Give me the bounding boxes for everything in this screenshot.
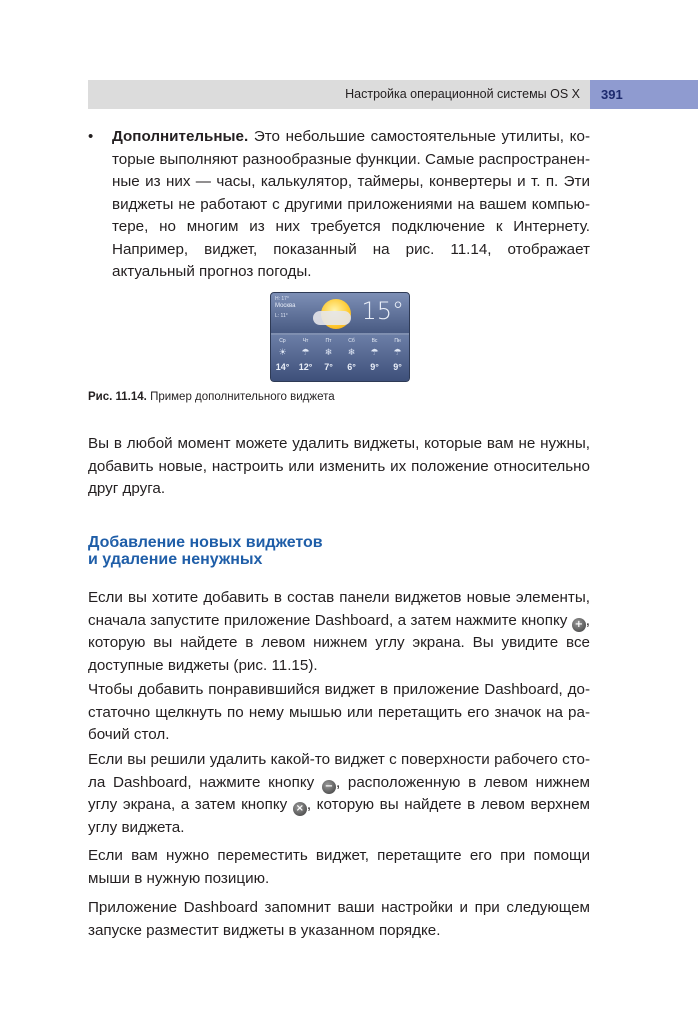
forecast-day-name: Чт [302, 338, 309, 344]
figure-caption [88, 390, 335, 404]
bullet-marker: • [88, 128, 94, 145]
weather-current-temp: 15° [361, 297, 404, 325]
weather-widget-figure [270, 292, 410, 382]
paragraph-2-part-b: , которую вы найдете в левом нижнем углу экрана. Вы увидите все доступные виджеты (рис. 11.15). [88, 611, 590, 674]
forecast-day-name: Вс [371, 338, 378, 344]
forecast-day-name: Сб [348, 338, 355, 344]
header-title: Настройка операционной системы OS X [345, 87, 580, 101]
weather-forecast-row [271, 335, 409, 381]
weather-sun-icon: ☀ [278, 347, 287, 357]
forecast-day [387, 335, 409, 381]
paragraph-4 [88, 749, 590, 839]
weather-city: Москва [275, 303, 296, 309]
paragraph-2-part-a: Если вы хотите добавить в состав панели виджетов новые элементы, сначала запустите приложение Dashboard, а затем нажмите кнопку [88, 589, 590, 629]
cloud-icon [313, 311, 351, 325]
weather-high: Н: 17° [275, 296, 289, 302]
paragraph-5: Если вам нужно переместить виджет, перетащите его при помощи мыши в нужную позицию. [88, 847, 590, 887]
bullet-term: Дополнительные. [112, 128, 249, 145]
section-heading-line-2: и удаление ненужных [88, 550, 263, 568]
paragraph-6: Приложение Dashboard запомнит ваши настройки и при следующем запуске разместит виджеты в указанном порядке. [88, 899, 590, 939]
paragraph-3: Чтобы добавить понравившийся виджет в приложение Dashboard, достаточно щелкнуть по нему мышью или перетащить его значок на рабочий стол. [88, 681, 590, 743]
weather-snow-icon: ❄ [347, 347, 356, 357]
forecast-day [341, 335, 363, 381]
forecast-day-temp: 9° [393, 362, 402, 372]
paragraph-1: Вы в любой момент можете удалить виджеты, которые вам не нужны, добавить новые, настроить или изменить их положение относительно друг друга. [88, 435, 590, 497]
forecast-day-temp: 14° [275, 362, 290, 372]
paragraph-4-part-b: , расположенную в левом нижнем углу экрана, а затем кнопку [88, 773, 590, 813]
forecast-day [295, 335, 317, 381]
paragraph-4-part-c: , которую вы найдете в левом верхнем углу виджета. [88, 796, 590, 836]
forecast-day-temp: 7° [324, 362, 333, 372]
forecast-day [272, 335, 294, 381]
section-heading-line-1: Добавление новых виджетов [88, 534, 323, 551]
forecast-day-temp: 6° [347, 362, 356, 372]
plus-button-icon: + [572, 618, 586, 632]
weather-rain-icon: ☂ [370, 347, 379, 357]
weather-rain-icon: ☂ [301, 347, 310, 357]
caption-label: Рис. 11.14. [88, 391, 147, 403]
weather-snow-icon: ❄ [324, 347, 333, 357]
weather-widget-top [271, 293, 409, 333]
close-button-icon: × [293, 802, 307, 816]
minus-button-icon: − [322, 780, 336, 794]
running-header [88, 80, 698, 109]
forecast-day [364, 335, 386, 381]
section-heading [88, 535, 488, 568]
forecast-day-temp: 12° [298, 362, 313, 372]
forecast-day-temp: 9° [370, 362, 379, 372]
paragraph-2 [88, 587, 590, 677]
bullet-paragraph [112, 126, 590, 284]
forecast-day-name: Ср [279, 338, 286, 344]
forecast-day [318, 335, 340, 381]
forecast-day-name: Пт [325, 338, 332, 344]
page-number: 391 [590, 80, 698, 109]
weather-low: L: 11° [275, 313, 288, 319]
weather-rain-icon: ☂ [393, 347, 402, 357]
forecast-day-name: Пн [394, 338, 401, 344]
paragraph-4-part-a: Если вы решили удалить какой-то виджет с поверхности рабочего стола Dashboard, нажмите кнопку [88, 751, 590, 791]
bullet-text: Это небольшие самостоятельные утилиты, которые выполняют разнообразные функции. Самые распространенные из них — часы, калькулятор, таймеры, конвертеры и т. п. Эти виджеты не работают с другими приложениями на вашем компьютере, но многим из них требуется подключение к Интернету. Например, виджет, показанный на рис. 11.14, отображает актуальный прогноз погоды. [112, 128, 590, 280]
caption-text: Пример дополнительного виджета [146, 391, 335, 403]
